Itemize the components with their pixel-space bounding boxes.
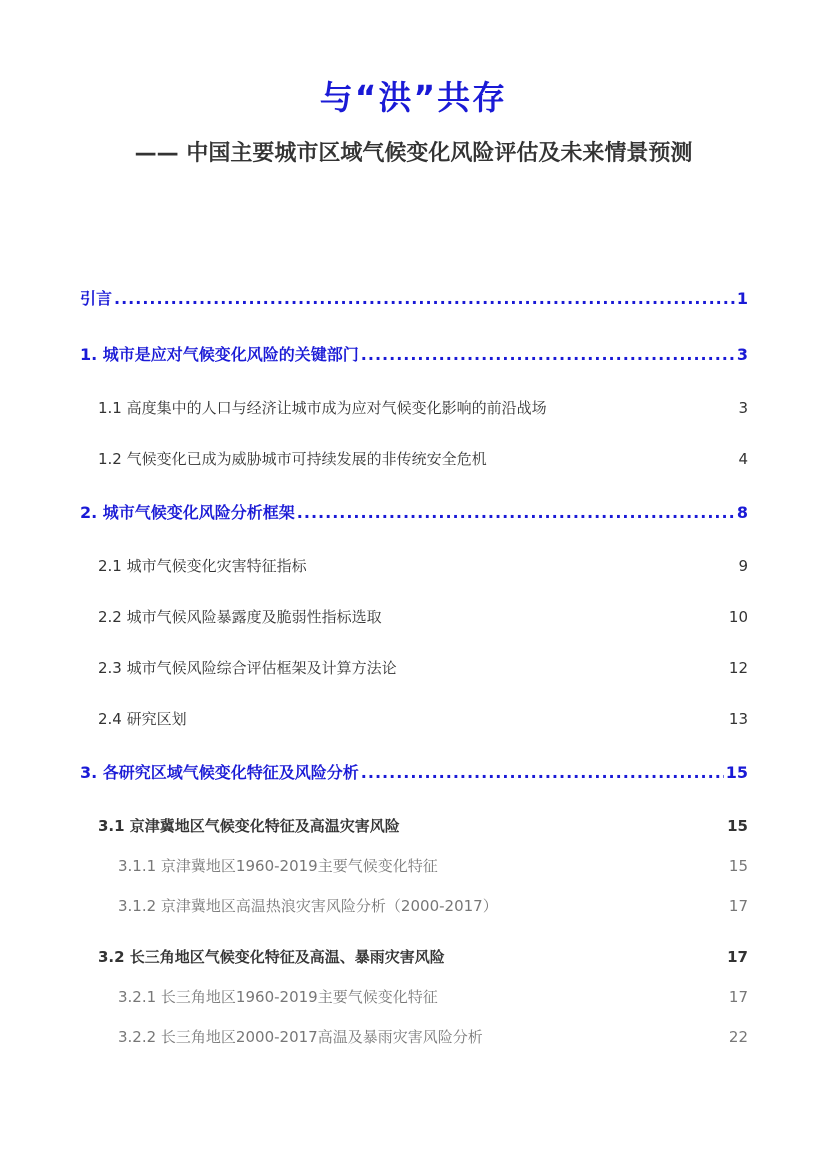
toc-entry-page: 1: [736, 289, 748, 308]
toc-entry-section-3-1[interactable]: [98, 815, 748, 836]
toc-entry-intro[interactable]: [80, 286, 748, 309]
toc-entry-section-3[interactable]: [80, 760, 748, 783]
toc-entry-page: 12: [728, 659, 748, 677]
toc-entry-page: 4: [738, 450, 748, 468]
toc-entry-label: 1.1 高度集中的人口与经济让城市成为应对气候变化影响的前沿战场: [98, 399, 547, 417]
toc-dot-leader: [361, 763, 724, 782]
toc-entry-label: 1. 城市是应对气候变化风险的关键部门: [80, 345, 359, 364]
toc-entry-label: 1.2 气候变化已成为威胁城市可持续发展的非传统安全危机: [98, 450, 487, 468]
toc-entry-page: 13: [728, 710, 748, 728]
toc-entry-page: 15: [727, 817, 748, 835]
toc-entry-section-2-1[interactable]: [98, 555, 748, 576]
toc-entry-label: 2.2 城市气候风险暴露度及脆弱性指标选取: [98, 608, 382, 626]
toc-dot-leader: [297, 503, 735, 522]
toc-entry-page: 17: [727, 948, 748, 966]
toc-entry-section-1-2[interactable]: [98, 448, 748, 469]
toc-entry-page: 17: [728, 897, 748, 915]
toc-entry-page: 15: [725, 763, 748, 782]
toc-entry-section-1-1[interactable]: [98, 397, 748, 418]
toc-dot-leader: [361, 345, 735, 364]
toc-entry-label: 3.2.2 长三角地区2000-2017高温及暴雨灾害风险分析: [118, 1028, 483, 1046]
toc-entry-page: 17: [728, 988, 748, 1006]
toc-entry-label: 2.3 城市气候风险综合评估框架及计算方法论: [98, 659, 397, 677]
toc-entry-label: 2.1 城市气候变化灾害特征指标: [98, 557, 307, 575]
toc-entry-label: 3.2.1 长三角地区1960-2019主要气候变化特征: [118, 988, 438, 1006]
toc-entry-section-3-1-2[interactable]: [118, 895, 748, 916]
toc-entry-section-3-2[interactable]: [98, 946, 748, 967]
toc-entry-section-1[interactable]: [80, 342, 748, 365]
toc-entry-page: 3: [738, 399, 748, 417]
toc-entry-section-3-1-1[interactable]: [118, 855, 748, 876]
toc-entry-section-3-2-1[interactable]: [118, 986, 748, 1007]
document-title: 与“洪”共存: [319, 78, 508, 117]
toc-entry-label: 3.2 长三角地区气候变化特征及高温、暴雨灾害风险: [98, 948, 445, 966]
toc-entry-section-2[interactable]: [80, 500, 748, 523]
toc-entry-page: 3: [736, 345, 748, 364]
toc-entry-label: 3.1.1 京津冀地区1960-2019主要气候变化特征: [118, 857, 438, 875]
toc-entry-label: 3.1 京津冀地区气候变化特征及高温灾害风险: [98, 817, 400, 835]
toc-dot-leader: [114, 289, 735, 308]
toc-entry-page: 22: [728, 1028, 748, 1046]
toc-entry-page: 10: [728, 608, 748, 626]
toc-entry-label: 引言: [80, 289, 113, 308]
toc-entry-page: 9: [738, 557, 748, 575]
toc-entry-label: 2.4 研究区划: [98, 710, 187, 728]
toc-entry-section-3-2-2[interactable]: [118, 1026, 748, 1047]
toc-entry-label: 3. 各研究区域气候变化特征及风险分析: [80, 763, 359, 782]
toc-entry-label: 3.1.2 京津冀地区高温热浪灾害风险分析（2000-2017）: [118, 897, 498, 915]
toc-entry-label: 2. 城市气候变化风险分析框架: [80, 503, 295, 522]
document-subtitle: —— 中国主要城市区域气候变化风险评估及未来情景预测: [134, 141, 693, 166]
toc-entry-page: 15: [728, 857, 748, 875]
toc-entry-page: 8: [736, 503, 748, 522]
toc-entry-section-2-3[interactable]: [98, 657, 748, 678]
toc-entry-section-2-2[interactable]: [98, 606, 748, 627]
toc-entry-section-2-4[interactable]: [98, 708, 748, 729]
